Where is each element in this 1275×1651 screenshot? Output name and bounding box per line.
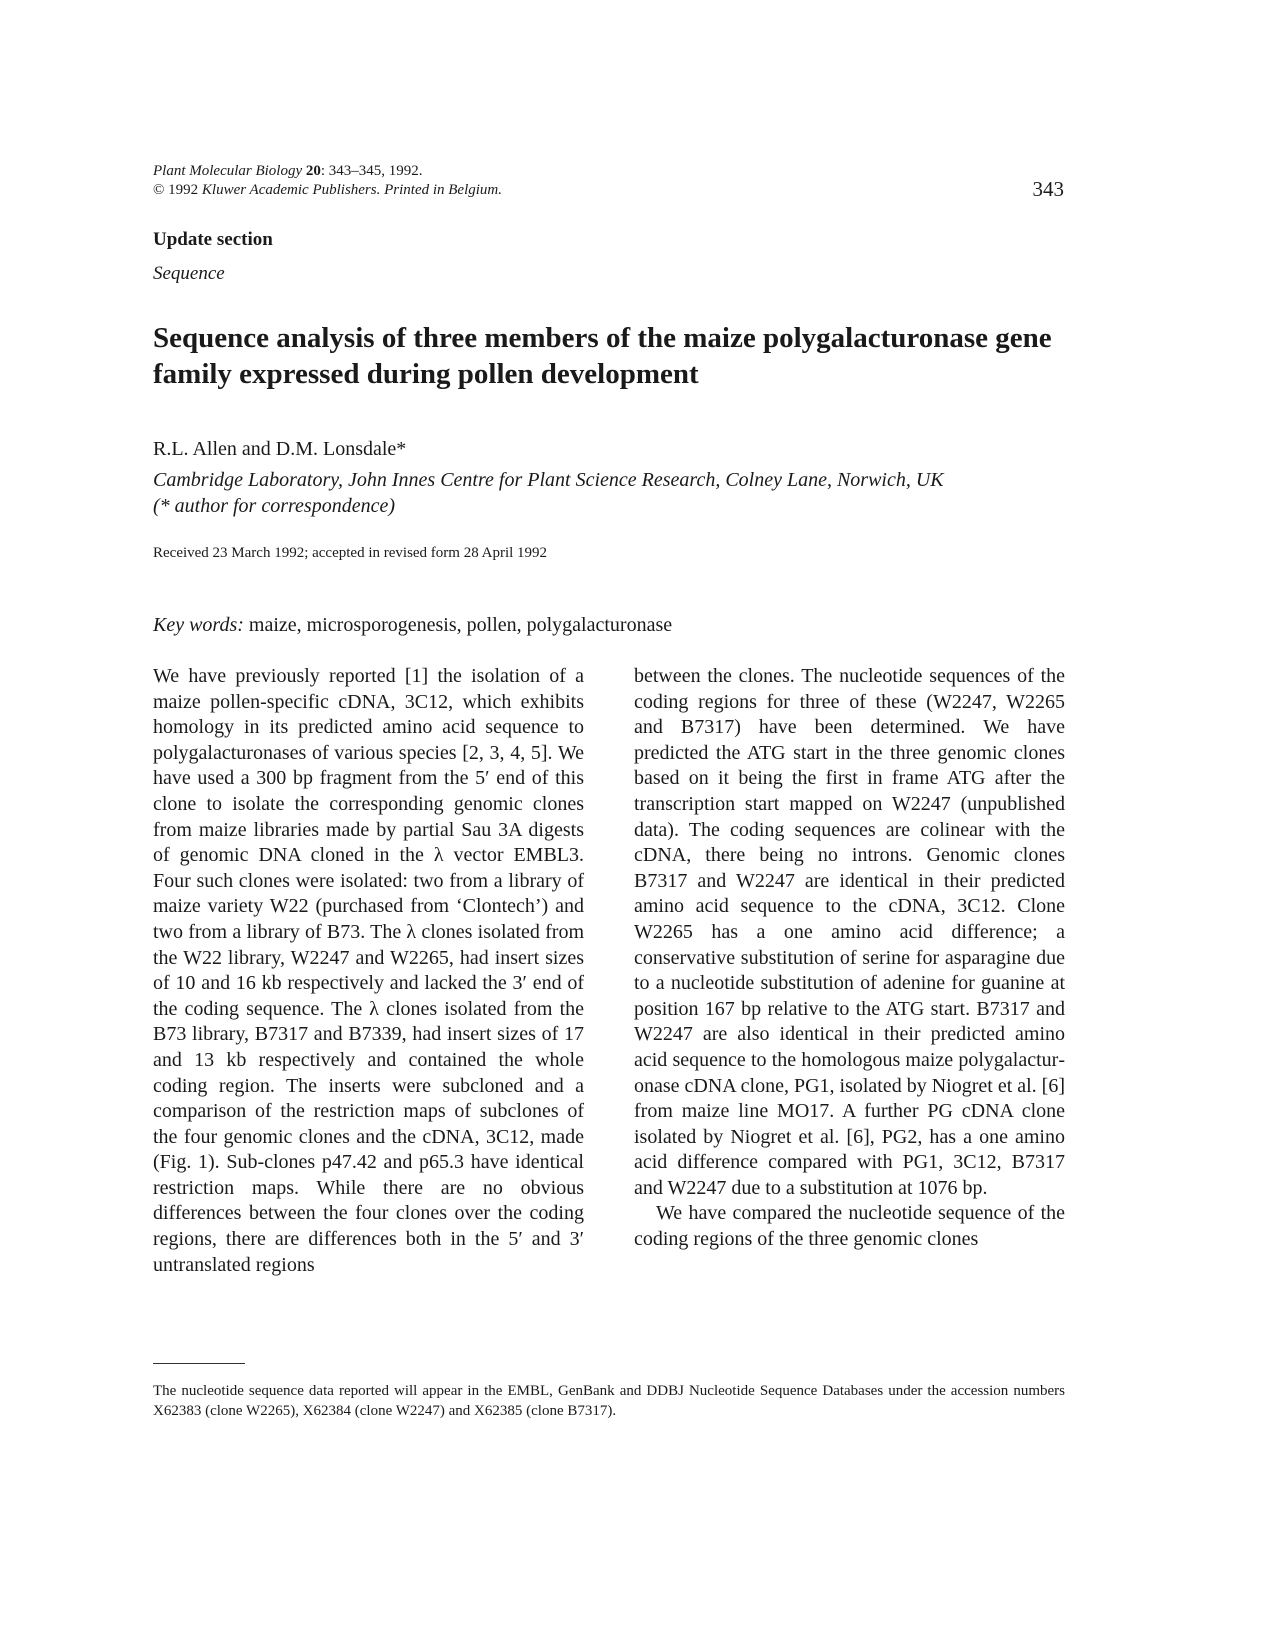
correspondence-note: (* author for correspondence)	[153, 495, 395, 517]
received-dates: Received 23 March 1992; accepted in revised form 28 April 1992	[153, 545, 548, 561]
copyright-prefix: © 1992	[153, 182, 202, 198]
body-paragraph: between the clones. The nucleotide sequences of the coding regions for three of these (W2247, W2265 and B7317) have been determined. We have predicted the ATG start in the three genomic clones based on it being the first in frame ATG after the transcription start mapped on W2247 (unpublished data). The coding sequences are colinear with the cDNA, there being no introns. Genomic clones B7317 and W2247 are identical in their predicted amino acid sequence to the cDNA, 3C12. Clone W2265 has a one amino acid difference; a conservative substitution of serine for asparagine due to a nucleotide substitution of adenine for guanine at position 167 bp relative to the ATG start. B7317 and W2247 are also identical in their predicted amino acid sequence to the homologous maize polygalacturonase cDNA clone, PG1, isolated by Niogret et al. [6] from maize line MO17. A further PG cDNA clone isolated by Niogret et al. [6], PG2, has a one amino acid difference compared with PG1, 3C12, B7317 and W2247 due to a substitution at 1076 bp.	[634, 665, 1066, 1199]
body-paragraph: We have previously reported [1] the isolation of a maize pollen-specific cDNA, 3C12, which exhibits homology in its predicted amino acid sequence to polygalacturonases of various species [2, 3, 4, 5]. We have used a 300 bp fragment from the 5′ end of this clone to isolate the corresponding genomic clones from maize libraries made by partial Sau 3A digests of genomic DNA cloned in the λ vector EMBL3. Four such clones were isolated: two from a library of maize variety W22 (purchased from ‘Clontech’) and two from a library of B73. The λ clones isolated from the W22 library, W2247 and W2265, had insert sizes of 10 and 16 kb respectively and lacked the 3′ end of the coding sequence. The λ clones isolated from the B73 library, B7317 and B7339, had insert sizes of 17 and 13 kb respectively and contained the whole coding region. The inserts were subcloned and a comparison of the restriction maps of subclones of the four genomic clones and the cDNA, 3C12, made (Fig. 1). Sub-clones p47.42 and p65.3 have identical restriction maps. While there are no obvious differences between the four clones over the coding regions, there are differences both in the 5′ and 3′ untranslated regions	[153, 665, 584, 1276]
body-column-left	[153, 664, 584, 1278]
page-number: 343	[1032, 177, 1064, 201]
copyright-publisher: Kluwer Academic Publishers. Printed in Belgium.	[201, 182, 503, 198]
copyright-line	[153, 181, 502, 200]
journal-citation-line	[153, 162, 502, 181]
footnote-divider	[153, 1363, 245, 1364]
article-title: Sequence analysis of three members of the maize polygalacturonase gene family expressed during pollen development	[153, 322, 1052, 390]
body-paragraph: We have compared the nucleotide sequence of the coding regions of the three genomic clones	[634, 1202, 1065, 1251]
subsection-heading: Sequence	[153, 263, 225, 284]
keywords	[153, 614, 672, 637]
body-column-right	[634, 664, 1065, 1253]
affiliation-institution: Cambridge Laboratory, John Innes Centre for Plant Science Research, Colney Lane, Norwich, UK	[153, 469, 944, 491]
keywords-label: Key words:	[153, 614, 244, 636]
journal-volume: 20	[305, 163, 321, 179]
journal-citation	[153, 162, 502, 200]
footnote: The nucleotide sequence data reported will appear in the EMBL, GenBank and DDBJ Nucleotide Sequence Databases under the accession numbers X62383 (clone W2265), X62384 (clone W2247) and X62385 (clone B7317).	[153, 1383, 1065, 1419]
section-heading: Update section	[153, 229, 273, 250]
authors: R.L. Allen and D.M. Lonsdale*	[153, 438, 407, 460]
journal-name: Plant Molecular Biology	[153, 163, 303, 179]
journal-pages: : 343–345, 1992.	[320, 163, 423, 179]
keywords-text: maize, microsporogenesis, pollen, polygalacturonase	[243, 614, 673, 636]
affiliation	[153, 467, 1053, 519]
